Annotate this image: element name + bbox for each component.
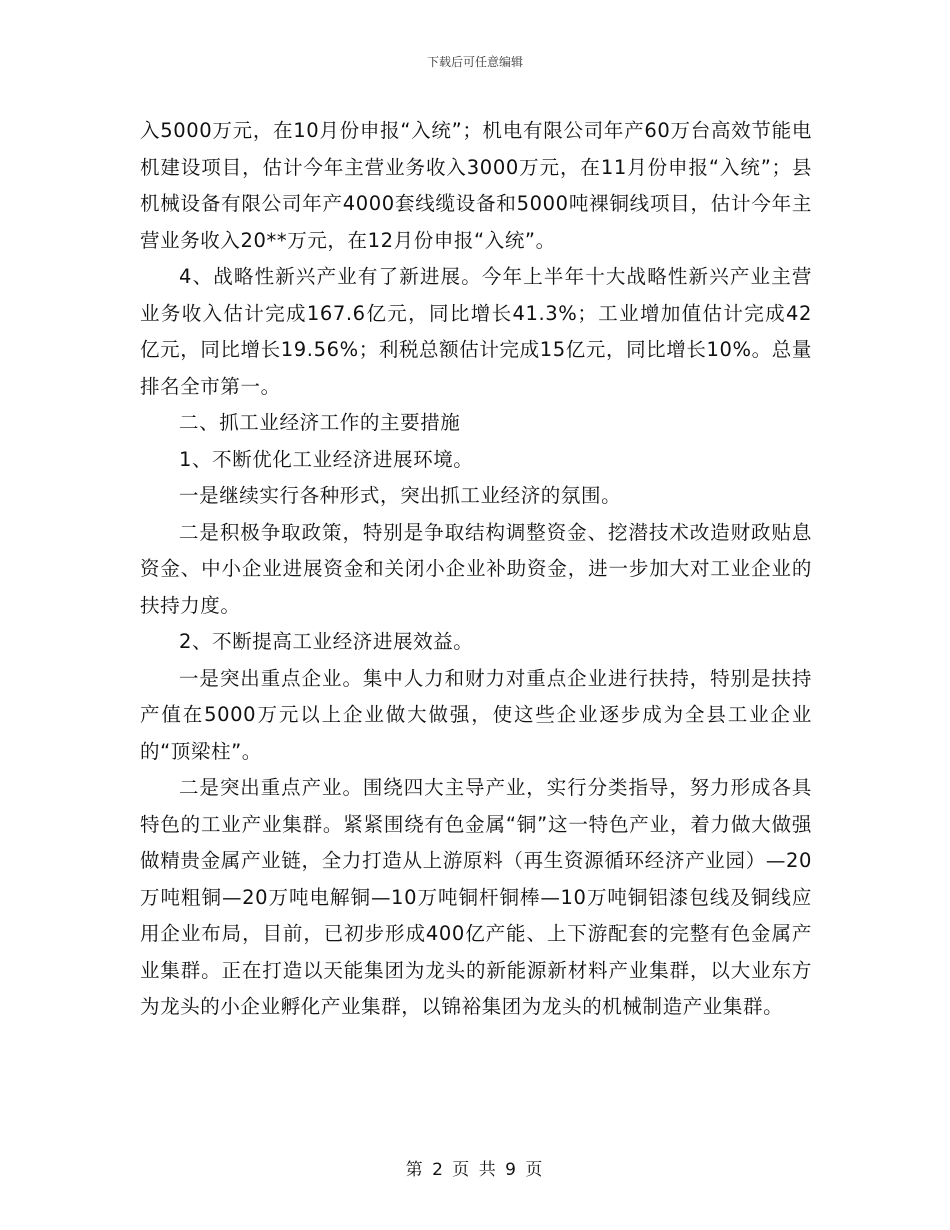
paragraph-5: 一是继续实行各种形式，突出抓工业经济的氛围。 (179, 484, 622, 507)
page-number-footer: 第 2 页 共 9 页 (405, 1160, 545, 1180)
paragraph-1: 入5000万元，在10月份申报“入统”；机电有限公司年产60万台高效节能电机建设项目，估计今年主营业务收入3000万元，在11月份申报“入统”；县机械设备有限公司年产4000套线缆设备和5000吨裸铜线项目，估计今年主营业务收入20**万元，在12月份申报“入统”。 (140, 119, 812, 252)
paragraph-8: 一是突出重点企业。集中人力和财力对重点企业进行扶持，特别是扶持产值在5000万元以上企业做大做强，使这些企业逐步成为全县工业企业的“顶梁柱”。 (140, 666, 812, 763)
page-header: 下载后可任意编辑 (426, 55, 523, 69)
paragraph-9: 二是突出重点产业。围绕四大主导产业，实行分类指导，努力形成各具特色的工业产业集群。紧紧围绕有色金属“铜”这一特色产业，着力做大做强做精贵金属产业链，全力打造从上游原料（再生资源循环经济产业园）—20万吨粗铜—20万吨电解铜—10万吨铜杆铜棒—10万吨铜铝漆包线及铜线应用企业布局，目前，已初步形成400亿产能、上下游配套的完整有色金属产业集群。正在打造以天能集团为龙头的新能源新材料产业集群，以大业东方为龙头的小企业孵化产业集群，以锦裕集团为龙头的机械制造产业集群。 (140, 776, 812, 1018)
subheading-2: 2、不断提高工业经济进展效益。 (179, 630, 474, 653)
paragraph-2: 4、战略性新兴产业有了新进展。今年上半年十大战略性新兴产业主营业务收入估计完成167.6亿元，同比增长41.3%；工业增加值估计完成42亿元，同比增长19.56%；利税总额估计完成15亿元，同比增长10%。总量排名全市第一。 (140, 265, 812, 398)
paragraph-6: 二是积极争取政策，特别是争取结构调整资金、挖潜技术改造财政贴息资金、中小企业进展资金和关闭小企业补助资金，进一步加大对工业企业的扶持力度。 (140, 520, 812, 617)
subheading-1: 1、不断优化工业经济进展环境。 (179, 447, 474, 471)
document-body (140, 113, 812, 1026)
section-heading-2: 二、抓工业经济工作的主要措施 (179, 411, 461, 434)
